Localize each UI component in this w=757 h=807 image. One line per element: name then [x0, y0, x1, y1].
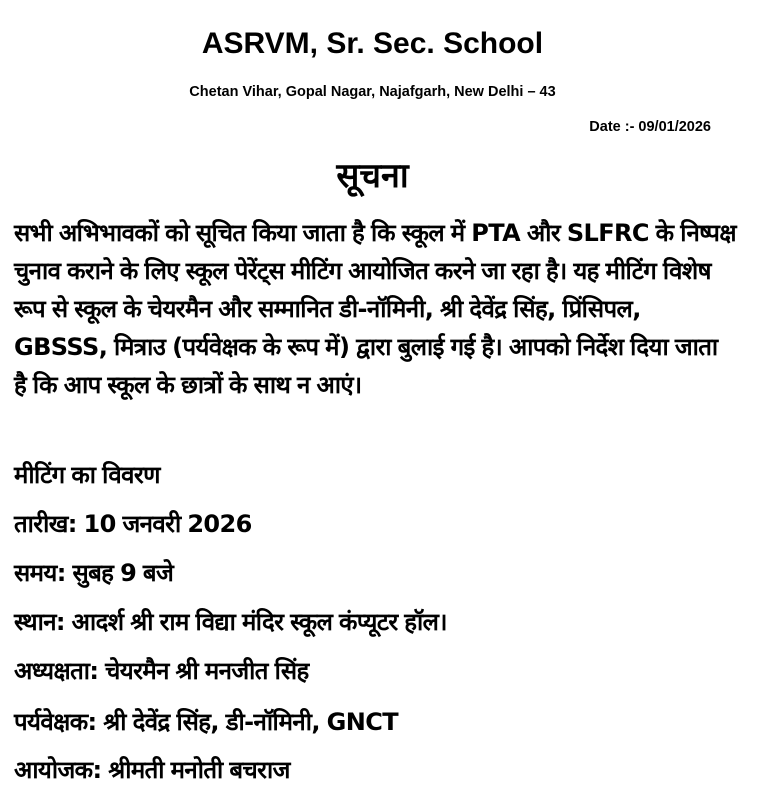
notice-body: सभी अभिभावकों को सूचित किया जाता है कि स्कूल में PTA और SLFRC के निष्पक्ष चुनाव कराने के लिए स्कूल पेरेंट्स मीटिंग आयोजित करने जा रहा है। यह मीटिंग विशेष रूप से स्कूल के चेयरमैन और सम्मानित डी-नॉमिनी, श्री देवेंद्र सिंह, प्रिंसिपल, GBSSS, मित्राउ (पर्यवेक्षक के रूप में) द्वारा बुलाई गई है। आपको निर्देश दिया जाता है कि आप स्कूल के छात्रों के साथ न आएं। [14, 219, 736, 399]
meeting-venue: स्थान: आदर्श श्री राम विद्या मंदिर स्कूल कंप्यूटर हॉल। [14, 608, 447, 636]
school-address: Chetan Vihar, Gopal Nagar, Najafgarh, New Delhi – 43 [189, 84, 556, 100]
meeting-details-heading: मीटिंग का विवरण [14, 461, 160, 489]
meeting-time: समय: सुबह 9 बजे [14, 559, 174, 587]
notice-title: सूचना [336, 156, 409, 196]
meeting-organizer: आयोजक: श्रीमती मनोती बचराज [14, 756, 290, 784]
meeting-observer: पर्यवेक्षक: श्री देवेंद्र सिंह, डी-नॉमिनी, GNCT [14, 708, 398, 736]
meeting-date: तारीख: 10 जनवरी 2026 [14, 510, 252, 538]
meeting-chairperson: अध्यक्षता: चेयरमैन श्री मनजीत सिंह [14, 657, 309, 685]
school-name: ASRVM, Sr. Sec. School [201, 27, 544, 60]
notice-date: Date :- 09/01/2026 [589, 119, 711, 135]
